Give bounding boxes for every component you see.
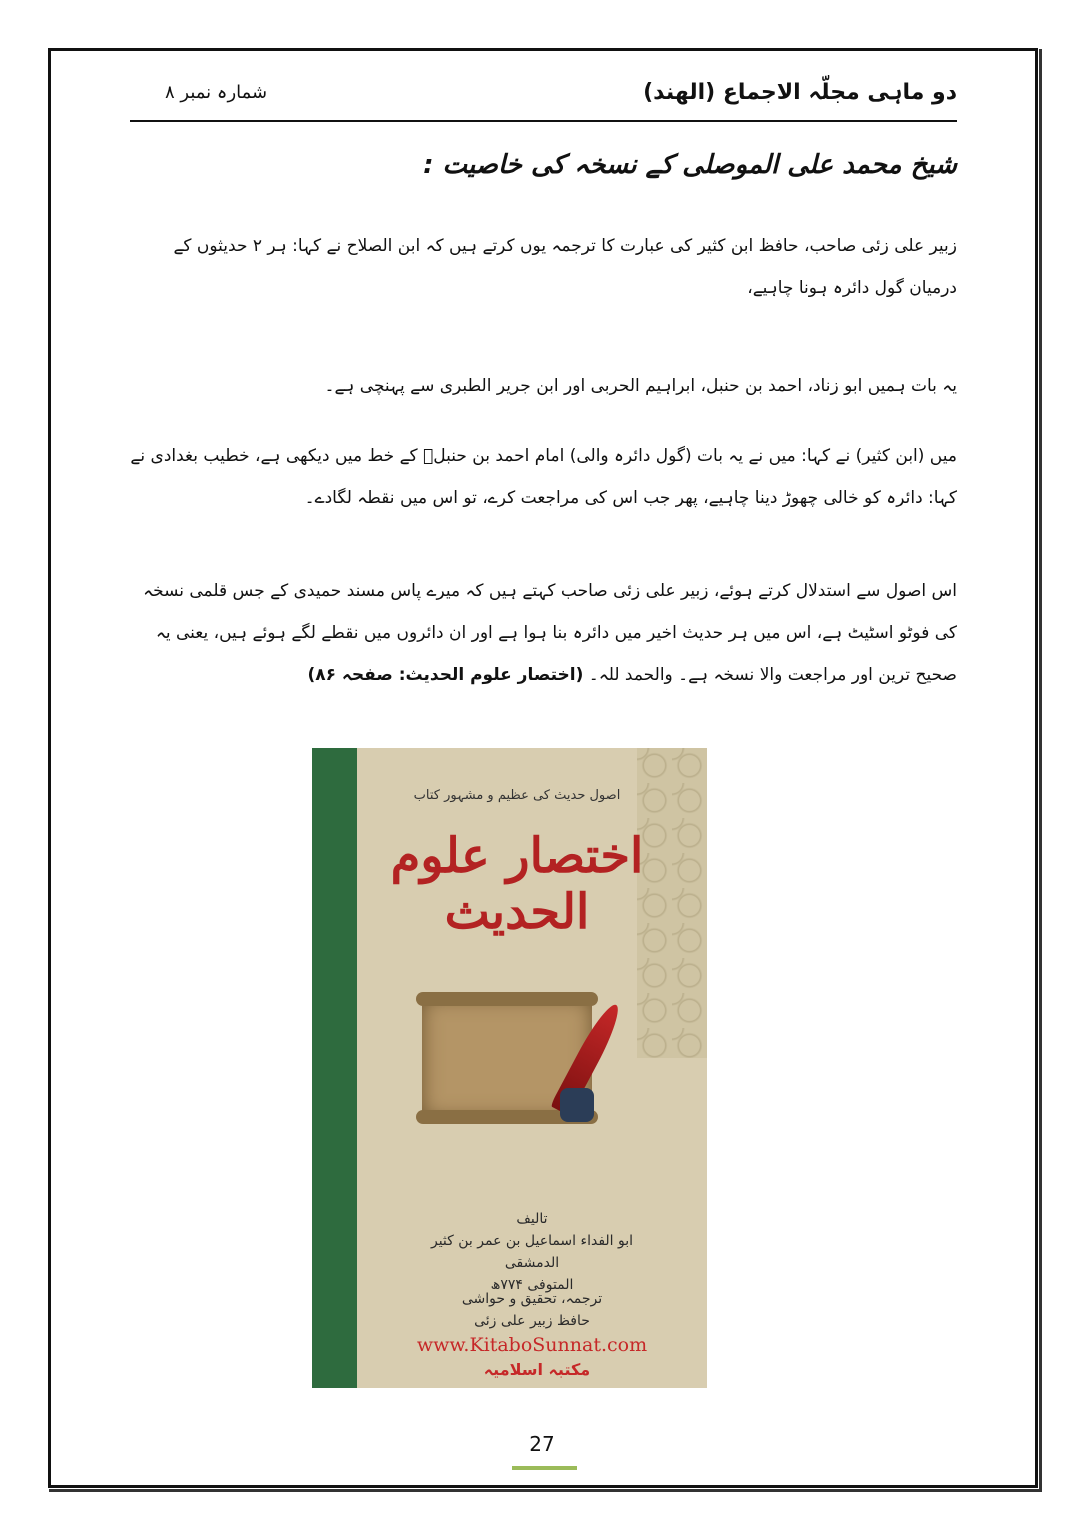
book-cover-image [312,748,707,1388]
book-url: www.KitaboSunnat.com [416,1334,648,1356]
book-translator-block [422,1288,642,1332]
book-publisher: مکتبہ اسلامیہ [483,1360,591,1379]
paragraph-1: زبیر علی زئی صاحب، حافظ ابن کثیر کی عبارت کا ترجمہ یوں کرتے ہیں کہ ابن الصلاح نے کہا: ہر ۲ حدیثوں کے درمیان گول دائرہ ہونا چاہیے، [173,236,957,298]
book-author-block [402,1208,662,1296]
book-translator-name: حافظ زبیر علی زئی [474,1313,590,1329]
book-title: اختصار علوم الحدیث [390,828,644,940]
book-spine [312,748,357,1388]
journal-title: دو ماہی مجلّہ الاجماع (الھند) [643,80,957,105]
book-translator-label: ترجمہ، تحقیق و حواشی [461,1291,603,1307]
page-number-underline [512,1466,577,1470]
page-number: 27 [529,1432,555,1456]
paragraph-4-reference: (اختصار علوم الحدیث: صفحہ ۸۶) [307,665,584,685]
book-author-label: تالیف [516,1211,548,1227]
paragraph-4-text: اس اصول سے استدلال کرتے ہوئے، زبیر علی زئی صاحب کہتے ہیں کہ میرے پاس مسند حمیدی کے جس قلمی نسخہ کی فوٹو اسٹیٹ ہے، اس میں ہر حدیث اخیر میں دائرہ بنا ہوا ہے اور ان دائروں میں نقطے لگے ہوئے ہیں، یعنی یہ صحیح ترین اور مراجعت والا نسخہ ہے۔ والحمد للہ۔ [143,581,957,685]
section-heading: شیخ محمد علی الموصلی کے نسخہ کی خاصیت : [423,150,957,180]
issue-number: شمارہ نمبر ۸ [165,82,268,103]
book-author-name: ابو الفداء اسماعیل بن عمر بن کثیر الدمشقی [430,1233,634,1271]
inkwell-icon [560,1088,594,1122]
book-author-note: المتوفی ۷۷۴ھ [490,1277,574,1293]
book-top-caption: اصول حدیث کی عظیم و مشہور کتاب [413,788,621,803]
paragraph-3: میں (ابن کثیر) نے کہا: میں نے یہ بات (گول دائرہ والی) امام احمد بن حنبلؒ کے خط میں دیکھی ہے، خطیب بغدادی نے کہا: دائرہ کو خالی چھوڑ دینا چاہیے، پھر جب اس کی مراجعت کرے، تو اس میں نقطہ لگادے۔ [130,446,957,508]
paragraph-2: یہ بات ہمیں ابو زناد، احمد بن حنبل، ابراہیم الحربی اور ابن جریر الطبری سے پہنچی ہے۔ [324,376,957,396]
header-divider [130,120,957,122]
paragraph-4 [127,570,957,696]
